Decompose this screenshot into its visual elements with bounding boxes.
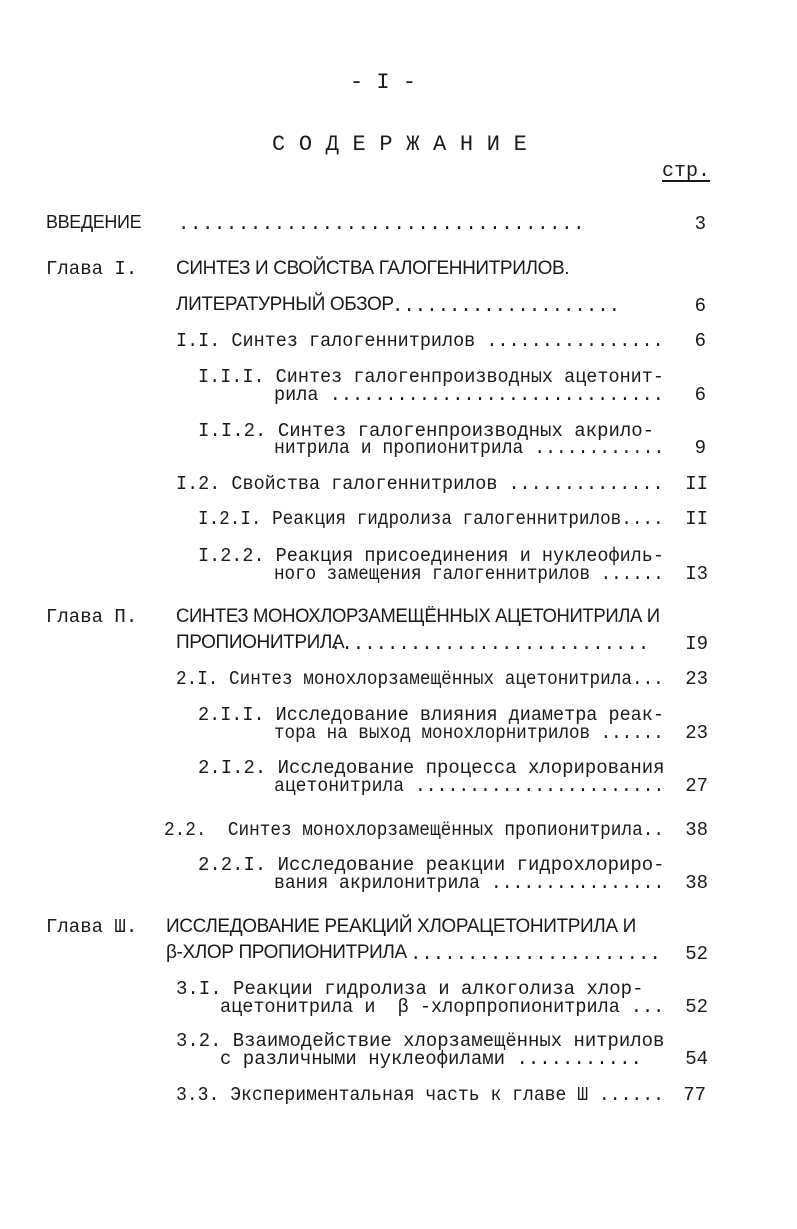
chapter-label: Глава П. [46, 606, 138, 628]
chapter-label: Глава Ш. [46, 916, 138, 938]
toc-text-cont: рила .............................. [274, 384, 664, 406]
chapter-title: СИНТЕЗ МОНОХЛОРЗАМЕЩЁННЫХ АЦЕТОНИТРИЛА И [176, 606, 660, 627]
toc-page-number: II [685, 473, 708, 495]
chapter-title: ИССЛЕДОВАНИЕ РЕАКЦИЙ ХЛОРАЦЕТОНИТРИЛА И [166, 916, 636, 937]
toc-page-number: 23 [685, 722, 708, 744]
toc-text-cont: ацетонитрила и β -хлорпропионитрила ... [220, 996, 665, 1018]
toc-dots: .................................. [178, 213, 586, 235]
toc-text: 3.2. Взаимодействие хлорзамещённых нитрилов [176, 1030, 665, 1052]
toc-page-number: 77 [683, 1084, 706, 1106]
toc-label-intro: ВВЕДЕНИЕ [46, 212, 142, 232]
toc-page-number: I9 [685, 633, 708, 655]
page-column-header: стр. [662, 160, 711, 183]
toc-page-number: 38 [685, 872, 708, 894]
chapter-title: СИНТЕЗ И СВОЙСТВА ГАЛОГЕННИТРИЛОВ. [176, 258, 570, 279]
toc-text: I.2.I. Реакция гидролиза галогеннитрилов.... [198, 508, 664, 530]
page-number: - I - [350, 70, 417, 95]
toc-text-cont: ного замещения галогеннитрилов ...... [274, 563, 664, 585]
toc-text-cont: тора на выход монохлорнитрилов ...... [274, 722, 664, 744]
toc-page-number: 52 [685, 943, 708, 965]
toc-text-cont: нитрила и пропионитрила ............ [274, 437, 665, 459]
toc-page-number: 9 [694, 437, 706, 459]
chapter-title-cont: ЛИТЕРАТУРНЫЙ ОБЗОР [176, 294, 394, 315]
toc-page-number: 6 [694, 384, 706, 406]
toc-page-number: I3 [685, 563, 708, 585]
toc-page-number: 6 [694, 330, 706, 352]
toc-page-number: 52 [685, 996, 708, 1018]
toc-text: I.2. Свойства галогеннитрилов .............. [176, 473, 664, 495]
toc-text: 2.I.2. Исследование процесса хлорирования [198, 757, 665, 779]
toc-page-number: 54 [685, 1048, 708, 1070]
toc-page-number: II [685, 508, 708, 530]
chapter-title-cont: ПРОПИОНИТРИЛА [176, 632, 345, 653]
toc-page-number: 23 [685, 668, 708, 690]
toc-dots: ............................ [330, 633, 650, 655]
toc-text-cont: ацетонитрила ....................... [274, 775, 665, 797]
toc-text: 2.2.I. Исследование реакции гидрохлориро- [198, 854, 665, 876]
toc-text: 3.3. Экспериментальная часть к главе Ш ...... [176, 1084, 664, 1106]
toc-text: 3.I. Реакции гидролиза и алкоголиза хлор- [176, 978, 644, 1000]
toc-text: 2.I. Синтез монохлорзамещённых ацетонитрила... [176, 668, 664, 690]
toc-dots: ...................... [410, 943, 661, 965]
chapter-title-cont: β-ХЛОР ПРОПИОНИТРИЛА [166, 942, 407, 963]
toc-text: 2.2. Синтез монохлорзамещённых пропионитрила.. [164, 819, 664, 841]
toc-page-number: 27 [685, 775, 708, 797]
toc-text: I.I. Синтез галогеннитрилов ................ [176, 330, 664, 352]
toc-text: I.2.2. Реакция присоединения и нуклеофиль- [198, 545, 664, 567]
toc-text: I.I.I. Синтез галогенпроизводных ацетонит- [198, 366, 664, 388]
toc-text: 2.I.I. Исследование влияния диаметра реак- [198, 704, 664, 726]
toc-page-number: 38 [685, 819, 708, 841]
page-title: СОДЕРЖАНИЕ [272, 132, 541, 157]
chapter-label: Глава I. [46, 258, 138, 280]
toc-text-cont: с различными нуклеофилами ........... [220, 1048, 642, 1070]
toc-text: I.I.2. Синтез галогенпроизводных акрило- [198, 420, 655, 442]
toc-page-number: 3 [694, 213, 706, 235]
toc-dots: .................... [392, 295, 621, 317]
toc-text-cont: вания акрилонитрила ................ [274, 872, 665, 894]
toc-page-number: 6 [694, 295, 706, 317]
